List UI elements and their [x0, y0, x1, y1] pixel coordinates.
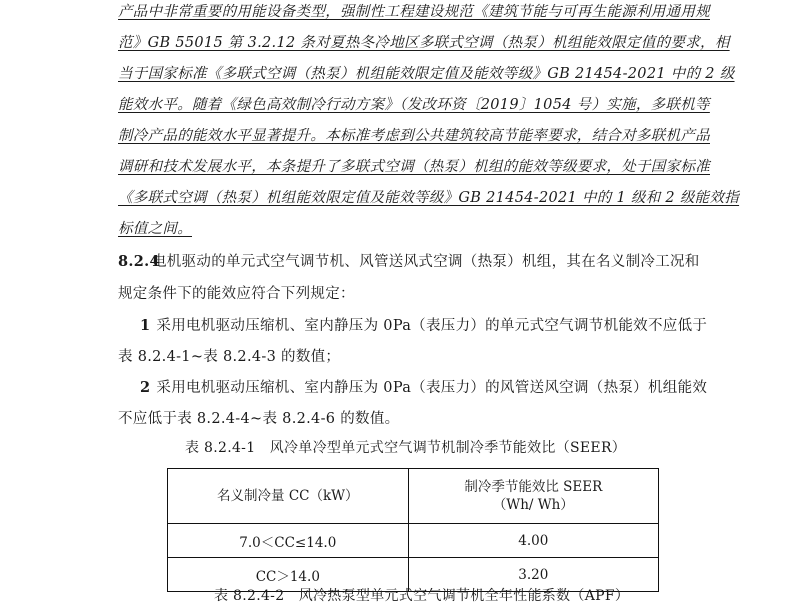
item-2-text-1: 采用电机驱动压缩机、室内静压为 0Pa（表压力）的风管送风空调（热泵）机组能效 — [156, 380, 708, 396]
explanation-line-8: 标值之间。 — [118, 221, 192, 237]
header-capacity: 名义制冷量 CC（kW） — [168, 469, 409, 524]
explanation-line-5: 制冷产品的能效水平显著提升。本标准考虑到公共建筑较高节能率要求，结合对多联机产品 — [118, 128, 710, 144]
item-1-number: 1 — [140, 317, 151, 334]
item-1-text-2: 表 8.2.4-1~表 8.2.4-3 的数值； — [118, 349, 341, 365]
clause-text-1: 电机驱动的单元式空气调节机、风管送风式空调（热泵）机组，其在名义制冷工况和 — [152, 254, 700, 270]
clause-text-2: 规定条件下的能效应符合下列规定： — [118, 286, 355, 302]
seer-table — [167, 468, 659, 592]
explanation-line-1: 产品中非常重要的用能设备类型，强制性工程建设规范《建筑节能与可再生能源利用通用规 — [118, 4, 710, 20]
cell-seer: 4.00 — [408, 524, 658, 558]
item-2-line-1 — [140, 378, 707, 398]
table-caption: 表 8.2.4-1 风冷单冷型单元式空气调节机制冷季节能效比（SEER） — [185, 440, 627, 456]
table-row — [168, 524, 659, 558]
explanation-line-4: 能效水平。随着《绿色高效制冷行动方案》（发改环资〔2019〕1054 号）实施，多联机等 — [118, 97, 710, 113]
header-seer-line-2: （Wh/ Wh） — [492, 497, 574, 513]
cell-seer: 3.20 — [408, 558, 658, 592]
item-2-number: 2 — [140, 379, 151, 396]
clause-number: 8.2.4 — [118, 253, 160, 270]
explanation-line-3: 当于国家标准《多联式空调（热泵）机组能效限定值及能效等级》GB 21454-2021 中的 2 级 — [118, 66, 735, 82]
header-seer-line-1: 制冷季节能效比 SEER — [464, 479, 603, 495]
item-1-text-1: 采用电机驱动压缩机、室内静压为 0Pa（表压力）的单元式空气调节机能效不应低于 — [156, 318, 708, 334]
explanation-line-2: 范》GB 55015 第 3.2.12 条对夏热冬冷地区多联式空调（热泵）机组能效限定值的要求，相 — [118, 35, 730, 51]
item-1-line-1 — [140, 316, 707, 336]
explanation-line-6: 调研和技术发展水平，本条提升了多联式空调（热泵）机组的能效等级要求，处于国家标准 — [118, 159, 710, 175]
cell-capacity: CC＞14.0 — [168, 558, 409, 592]
cell-capacity: 7.0＜CC≤14.0 — [168, 524, 409, 558]
next-table-caption: 表 8.2.4-2 风冷热泵型单元式空气调节机全年性能系数（APF） — [214, 588, 630, 604]
clause-line-1 — [118, 252, 700, 272]
header-seer — [408, 469, 658, 524]
item-2-text-2: 不应低于表 8.2.4-4~表 8.2.4-6 的数值。 — [118, 411, 400, 427]
table-header-row — [168, 469, 659, 524]
explanation-line-7: 《多联式空调（热泵）机组能效限定值及能效等级》GB 21454-2021 中的 1 级和 2 级能效指 — [118, 190, 740, 206]
